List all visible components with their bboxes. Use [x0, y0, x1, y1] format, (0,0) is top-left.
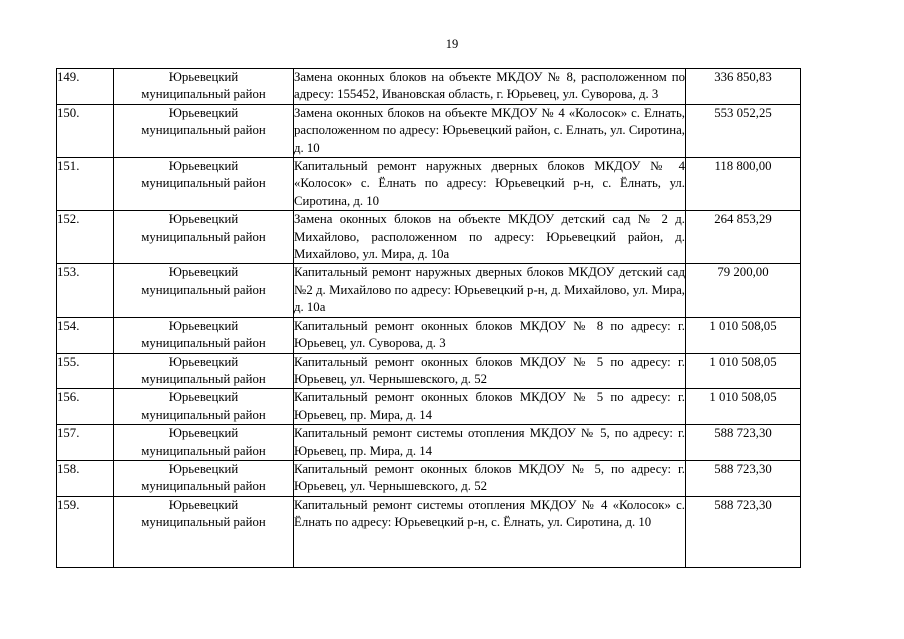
amount: 1 010 508,05: [686, 389, 801, 425]
row-number: 149.: [57, 69, 114, 105]
municipality-cell: [114, 460, 294, 496]
municipality-cell: [114, 389, 294, 425]
projects-table: [56, 68, 801, 568]
table-row: [57, 104, 801, 157]
amount: 588 723,30: [686, 425, 801, 461]
amount: 264 853,29: [686, 211, 801, 264]
page-number: 19: [445, 37, 459, 51]
municipality-name: Юрьевецкий: [168, 461, 239, 476]
row-number: 152.: [57, 211, 114, 264]
municipality-type: муниципальный район: [141, 229, 266, 244]
table-row: [57, 353, 801, 389]
work-description: Капитальный ремонт наружных дверных блоков МКДОУ детский сад №2 д. Михайлово по адресу: Юрьевецкий р-н, д. Михайлово, ул. Мира, д. 10а: [294, 264, 686, 317]
work-description: Капитальный ремонт системы отопления МКДОУ № 5, по адресу: г. Юрьевец, пр. Мира, д. 14: [294, 425, 686, 461]
municipality-type: муниципальный район: [141, 479, 266, 494]
municipality-type: муниципальный район: [141, 87, 266, 102]
table-row: [57, 69, 801, 105]
table-row: [57, 158, 801, 211]
municipality-cell: [114, 317, 294, 353]
amount: 588 723,30: [686, 496, 801, 567]
municipality-type: муниципальный район: [141, 515, 266, 530]
amount: 118 800,00: [686, 158, 801, 211]
municipality-name: Юрьевецкий: [168, 426, 239, 441]
amount: 1 010 508,05: [686, 317, 801, 353]
municipality-name: Юрьевецкий: [168, 70, 239, 84]
municipality-name: Юрьевецкий: [168, 497, 239, 512]
table-row: [57, 460, 801, 496]
work-description: Замена оконных блоков на объекте МКДОУ № 4 «Колосок» с. Елнать, расположенном по адресу: Юрьевецкий район, с. Елнать, ул. Сиротина, д. 10: [294, 104, 686, 157]
work-description: Капитальный ремонт оконных блоков МКДОУ № 8 по адресу: г. Юрьевец, ул. Суворова, д. 3: [294, 317, 686, 353]
work-description: Капитальный ремонт системы отопления МКДОУ № 4 «Колосок» с. Ёлнать по адресу: Юрьевецкий р-н, с. Ёлнать, ул. Сиротина, д. 10: [294, 496, 686, 567]
row-number: 158.: [57, 460, 114, 496]
table-row: [57, 264, 801, 317]
municipality-cell: [114, 425, 294, 461]
municipality-name: Юрьевецкий: [168, 212, 239, 227]
row-number: 150.: [57, 104, 114, 157]
amount: 553 052,25: [686, 104, 801, 157]
row-number: 154.: [57, 317, 114, 353]
row-number: 151.: [57, 158, 114, 211]
row-number: 157.: [57, 425, 114, 461]
row-number: 156.: [57, 389, 114, 425]
municipality-name: Юрьевецкий: [168, 265, 239, 280]
municipality-cell: [114, 353, 294, 389]
table-row: [57, 496, 801, 567]
municipality-type: муниципальный район: [141, 407, 266, 422]
municipality-name: Юрьевецкий: [168, 105, 239, 120]
municipality-cell: [114, 69, 294, 105]
municipality-cell: [114, 211, 294, 264]
row-number: 153.: [57, 264, 114, 317]
work-description: Замена оконных блоков на объекте МКДОУ № 8, расположенном по адресу: 155452, Ивановская область, г. Юрьевец, ул. Суворова, д. 3: [294, 69, 686, 105]
table-row: [57, 317, 801, 353]
table-row: [57, 425, 801, 461]
municipality-type: муниципальный район: [141, 336, 266, 351]
municipality-type: муниципальный район: [141, 123, 266, 138]
table-row: [57, 211, 801, 264]
municipality-cell: [114, 158, 294, 211]
amount: 588 723,30: [686, 460, 801, 496]
work-description: Капитальный ремонт наружных дверных блоков МКДОУ № 4 «Колосок» с. Ёлнать по адресу: Юрьевецкий р-н, с. Ёлнать, ул. Сиротина, д. 10: [294, 158, 686, 211]
municipality-type: муниципальный район: [141, 176, 266, 191]
amount: 1 010 508,05: [686, 353, 801, 389]
municipality-type: муниципальный район: [141, 371, 266, 386]
work-description: Капитальный ремонт оконных блоков МКДОУ № 5 по адресу: г. Юрьевец, ул. Чернышевского, д. 52: [294, 353, 686, 389]
municipality-name: Юрьевецкий: [168, 318, 239, 333]
amount: 79 200,00: [686, 264, 801, 317]
table-row: [57, 389, 801, 425]
municipality-type: муниципальный район: [141, 443, 266, 458]
work-description: Капитальный ремонт оконных блоков МКДОУ № 5, по адресу: г. Юрьевец, ул. Чернышевского, д. 52: [294, 460, 686, 496]
municipality-cell: [114, 104, 294, 157]
row-number: 159.: [57, 496, 114, 567]
municipality-name: Юрьевецкий: [168, 159, 239, 174]
municipality-cell: [114, 264, 294, 317]
municipality-cell: [114, 496, 294, 567]
row-number: 155.: [57, 353, 114, 389]
work-description: Замена оконных блоков на объекте МКДОУ детский сад № 2 д. Михайлово, расположенном по адресу: Юрьевецкий район, д. Михайлово, ул. Мира, д. 10а: [294, 211, 686, 264]
amount: 336 850,83: [686, 69, 801, 105]
municipality-type: муниципальный район: [141, 282, 266, 297]
municipality-name: Юрьевецкий: [168, 354, 239, 369]
work-description: Капитальный ремонт оконных блоков МКДОУ № 5 по адресу: г. Юрьевец, пр. Мира, д. 14: [294, 389, 686, 425]
municipality-name: Юрьевецкий: [168, 390, 239, 405]
